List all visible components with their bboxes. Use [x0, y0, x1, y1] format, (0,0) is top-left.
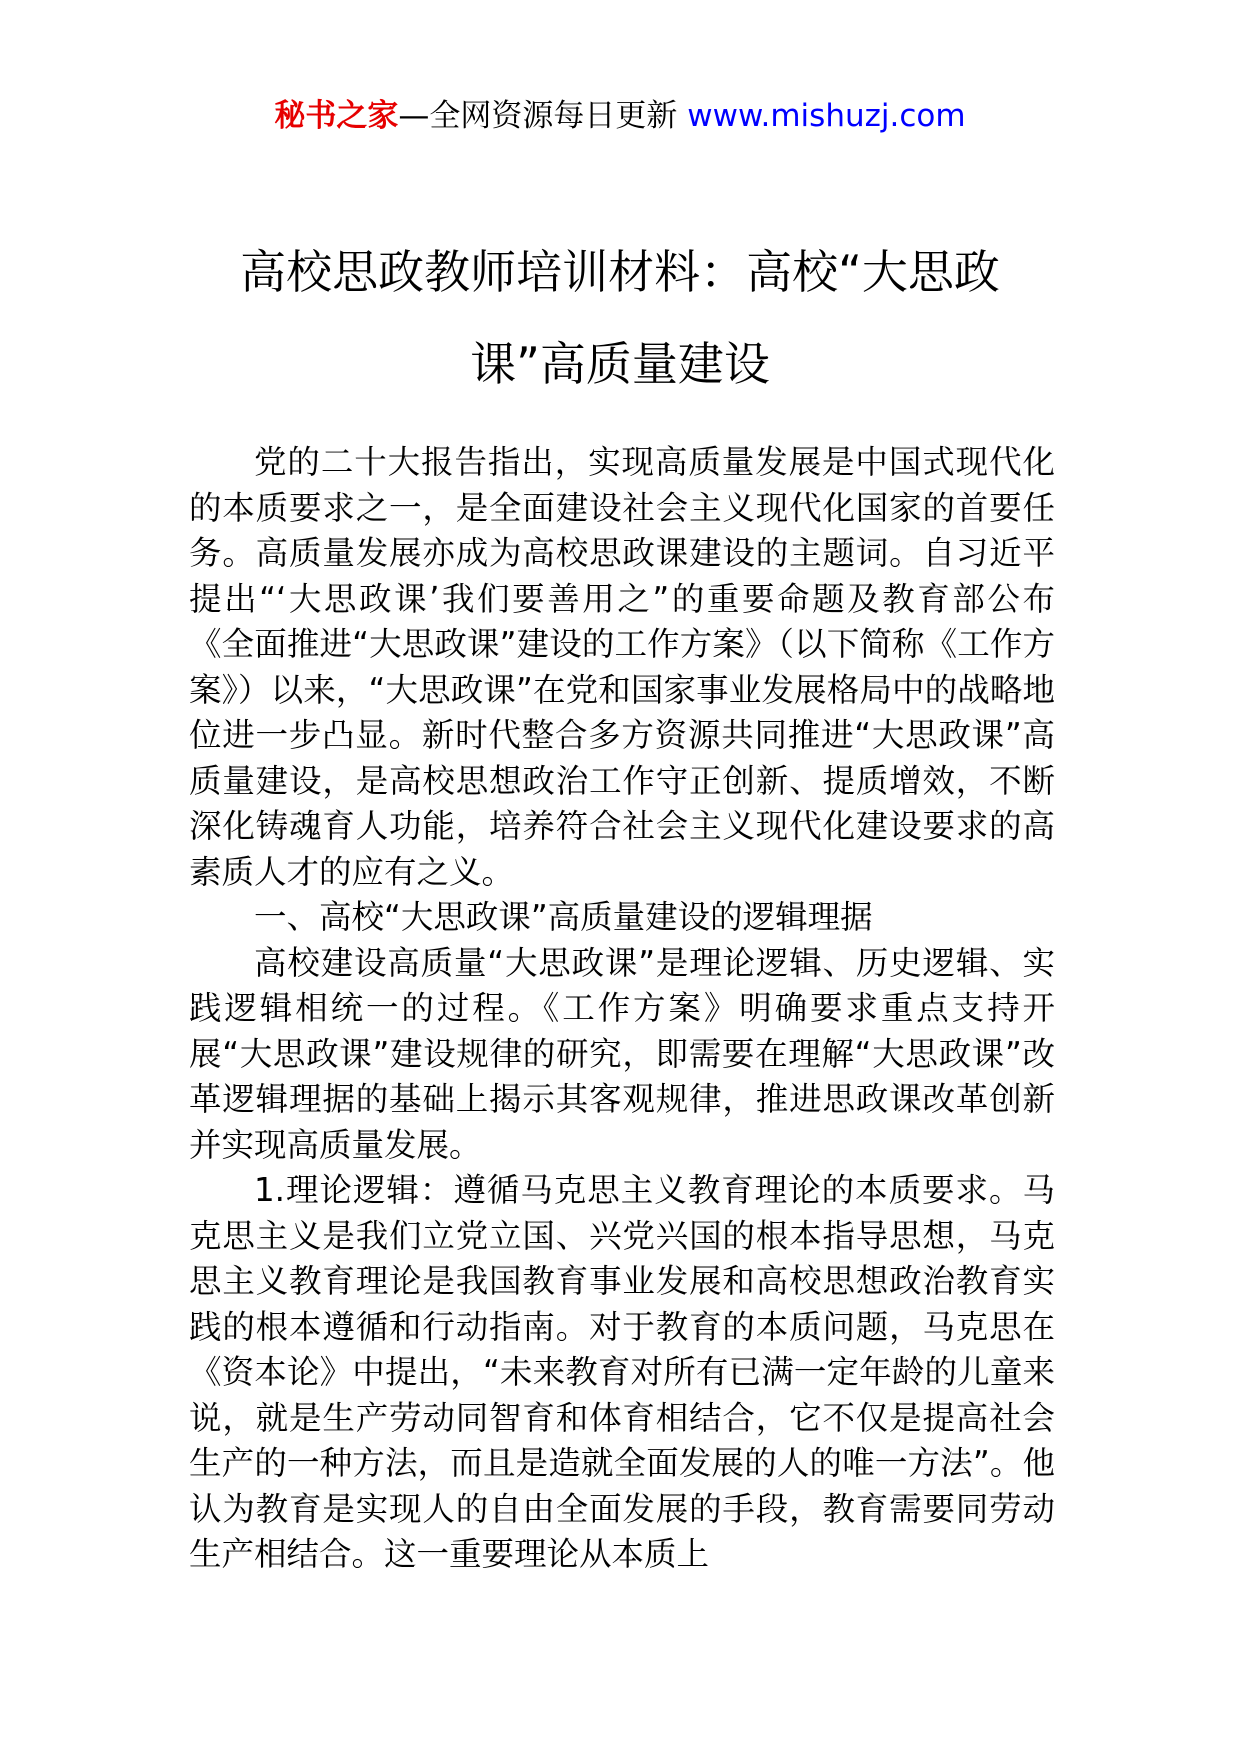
section-heading-1: 一、高校“大思政课”高质量建设的逻辑理据 [254, 898, 873, 936]
site-slogan: —全网资源每日更新 [398, 98, 688, 134]
site-url-link[interactable]: www.mishuzj.com [687, 98, 966, 134]
document-body [189, 440, 1055, 1578]
paragraph-section-1-intro: 高校建设高质量“大思政课”是理论逻辑、历史逻辑、实践逻辑相统一的过程。《工作方案》明确要求重点支持开展“大思政课”建设规律的研究，即需要在理解“大思政课”改革逻辑理据的基础上揭示其客观规律，推进思政课改革创新并实现高质量发展。 [189, 943, 1055, 1164]
document-title [190, 226, 1050, 410]
site-brand: 秘书之家 [274, 98, 399, 134]
document-title-line-1: 高校思政教师培训材料：高校“大思政 [240, 245, 1000, 299]
site-header [0, 96, 1240, 136]
paragraph-intro: 党的二十大报告指出，实现高质量发展是中国式现代化的本质要求之一，是全面建设社会主义现代化国家的首要任务。高质量发展亦成为高校思政课建设的主题词。自习近平提出“‘大思政课’我们要善用之”的重要命题及教育部公布《全面推进“大思政课”建设的工作方案》（以下简称《工作方案》）以来，“大思政课”在党和国家事业发展格局中的战略地位进一步凸显。新时代整合多方资源共同推进“大思政课”高质量建设，是高校思想政治工作守正创新、提质增效，不断深化铸魂育人功能，培养符合社会主义现代化建设要求的高素质人才的应有之义。 [189, 443, 1055, 891]
document-title-line-2: 课”高质量建设 [470, 337, 770, 391]
paragraph-theory-logic: 1.理论逻辑：遵循马克思主义教育理论的本质要求。马克思主义是我们立党立国、兴党兴国的根本指导思想，马克思主义教育理论是我国教育事业发展和高校思想政治教育实践的根本遵循和行动指南。对于教育的本质问题，马克思在《资本论》中提出，“未来教育对所有已满一定年龄的儿童来说，就是生产劳动同智育和体育相结合，它不仅是提高社会生产的一种方法，而且是造就全面发展的人的唯一方法”。他认为教育是实现人的自由全面发展的手段，教育需要同劳动生产相结合。这一重要理论从本质上 [189, 1171, 1055, 1573]
